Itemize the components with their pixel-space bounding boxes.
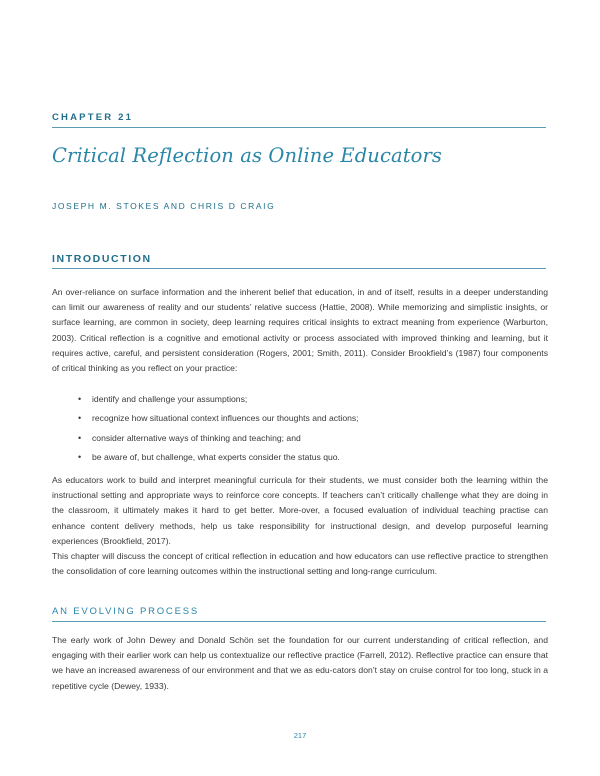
list-item-text: recognize how situational context influences our thoughts and actions;: [92, 413, 359, 424]
critical-thinking-components-list: [78, 392, 359, 470]
chapter-authors: JOSEPH M. STOKES AND CHRIS D CRAIG: [52, 201, 276, 211]
list-item: [78, 450, 359, 469]
list-item-text: consider alternative ways of thinking and teaching; and: [92, 432, 301, 443]
page-number: 217: [293, 731, 307, 740]
chapter-label: CHAPTER 21: [52, 112, 134, 123]
introduction-heading: INTRODUCTION: [52, 253, 152, 265]
introduction-paragraph-2: As educators work to build and interpret meaningful curricula for their students, we must consider both the learning within the instructional setting and appropriate ways to reinforce core concepts. If teachers can’t critically challenge what they are doing in the classroom, it ultimately makes it hard to get better. More-over, a focused evaluation of individual teaching practise can enhance content delivery methods, help us take responsibility for instructional design, and develop purposeful learning experiences (Brookfield, 2017).: [52, 475, 548, 546]
evolving-process-divider: [52, 621, 546, 622]
chapter-title: Critical Reflection as Online Educators: [52, 144, 443, 167]
list-item: [78, 411, 359, 430]
list-item-text: identify and challenge your assumptions;: [92, 394, 248, 404]
bullet-icon: •: [78, 432, 82, 443]
evolving-process-heading: AN EVOLVING PROCESS: [52, 606, 199, 617]
bullet-icon: •: [78, 452, 82, 463]
list-item: [78, 392, 359, 411]
list-item-text: be aware of, but challenge, what experts consider the status quo.: [92, 452, 340, 463]
bullet-icon: •: [78, 413, 82, 424]
evolving-process-paragraph-1: The early work of John Dewey and Donald Schön set the foundation for our current understanding of critical reflection, and engaging with their earlier work can help us contextualize our reflective practice (Farrell, 2012). Reflective practice can ensure that we have an increased awareness of our environment and that we as edu-cators don’t stay on cruise control for too long, stuck in a repetitive cycle (Dewey, 1933).: [52, 635, 548, 691]
bullet-icon: •: [78, 394, 82, 404]
list-item: [78, 431, 359, 450]
introduction-divider: [52, 268, 546, 269]
introduction-paragraph-3: This chapter will discuss the concept of critical reflection in education and how educators can use reflective practice to strengthen the consolidation of core learning outcomes within the instructional setting and long-range curriculum.: [52, 551, 548, 577]
introduction-paragraph-1: An over-reliance on surface information and the inherent belief that education, in and of itself, results in a deeper understanding can limit our awareness of reality and our students’ relative success (Hattie, 2008). While memorizing and simplistic insights, or surface learning, are common in society, deep learning requires critical insights to extract meaning from experience (Warburton, 2003). Critical reflection is a cognitive and emotional activity or process associated with improved thinking and learning, but it requires active, careful, and persistent consideration (Rogers, 2001; Smith, 2011). Consider Brookfield’s (1987) four components of critical thinking as you reflect on your practice:: [52, 287, 548, 374]
chapter-divider: [52, 127, 546, 128]
